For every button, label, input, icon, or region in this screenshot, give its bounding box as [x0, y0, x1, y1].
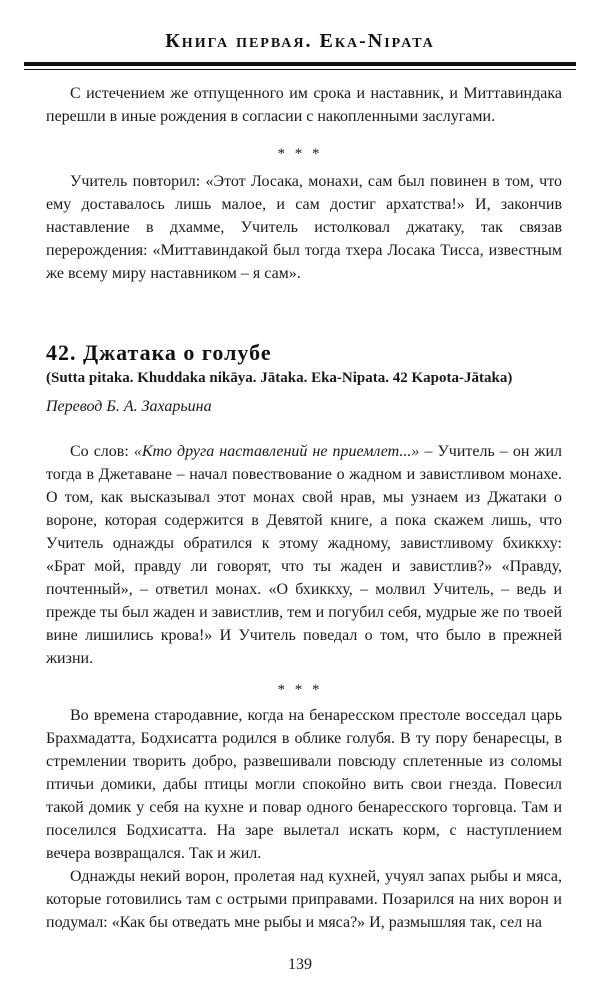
paragraph-rest: – Учитель – он жил тогда в Джетаване – начал повествование о жадном и завистливом монахе. О том, как высказывал этот монах свой нрав, мы узнаем из Джатаки о вороне, которая содержится в Девятой книге, а пока скажем лишь, что Учитель однажды обратился к этому жадному, завистливому бхиккху: «Брат мой, правду ли говорят, что ты жаден и завистлив?» «Правду, почтенный», – ответил монах. «О бхиккху, – молвил Учитель, – ведь и прежде ты был жаден и завистлив, тем и погубил себя, мудрые же по твоей вине лишились крова!» И Учитель поведал о том, что было в прежней жизни. — [46, 443, 562, 667]
page-number: 139 — [288, 956, 312, 973]
paragraph: Однажды некий ворон, пролетая над кухней, учуял запах рыбы и мяса, которые готовились там с острыми приправами. Позарился на них ворон и подумал: «Как бы отведать мне рыбы и мяса?» И, размышляя так, сел на — [46, 868, 562, 931]
translator-credit: Перевод Б. А. Захарьина — [46, 398, 212, 415]
paragraph: Во времена стародавние, когда на бенаресском престоле восседал царь Брахмадатта, Бодхисатта родился в облике голубя. В ту пору бенаресцы, в стремлении творить добро, развешивали повсюду сплетенные из соломы птичьи домики, дабы птицы могли спокойно вить свои гнезда. Повесил такой домик у себя на кухне и повар одного бенаресского торговца. Там и поселился Бодхисатта. На заре вылетал искать корм, с наступлением вечера возвращался. Так и жил. — [46, 707, 562, 862]
italic-quote: «Кто друга наставлений не приемлет...» — [133, 443, 420, 460]
header-rule-thin — [24, 69, 576, 70]
paragraph — [46, 440, 562, 670]
section-source: (Sutta pitaka. Khuddaka nikāya. Jātaka. Eka-Nipata. 42 Kapota-Jātaka) — [46, 370, 513, 386]
paragraph: Учитель повторил: «Этот Лосака, монахи, сам был повинен в том, что ему доставалось лишь малое, и сам достиг архатства!» И, закончив наставление в дхамме, Учитель истолковал джатаку, так связав перерождения: «Миттавиндакой был тогда тхера Лосака Тисса, известным же всему миру наставником – я сам». — [46, 173, 562, 282]
section-title: 42. Джатака о голубе — [46, 340, 272, 365]
section-separator: * * * — [277, 146, 323, 162]
text-block-1 — [46, 82, 562, 128]
paragraph: С истечением же отпущенного им срока и наставник, и Миттавиндака перешли в иные рождения в согласии с накопленными заслугами. — [46, 85, 562, 125]
header-rule-thick — [24, 62, 576, 66]
text-block-4 — [46, 704, 562, 934]
running-head: Книга первая. Ека-Nipata — [165, 30, 435, 52]
paragraph-lead: Со слов: — [70, 443, 134, 460]
section-separator: * * * — [277, 682, 323, 698]
text-block-3 — [46, 440, 562, 670]
text-block-2 — [46, 170, 562, 285]
